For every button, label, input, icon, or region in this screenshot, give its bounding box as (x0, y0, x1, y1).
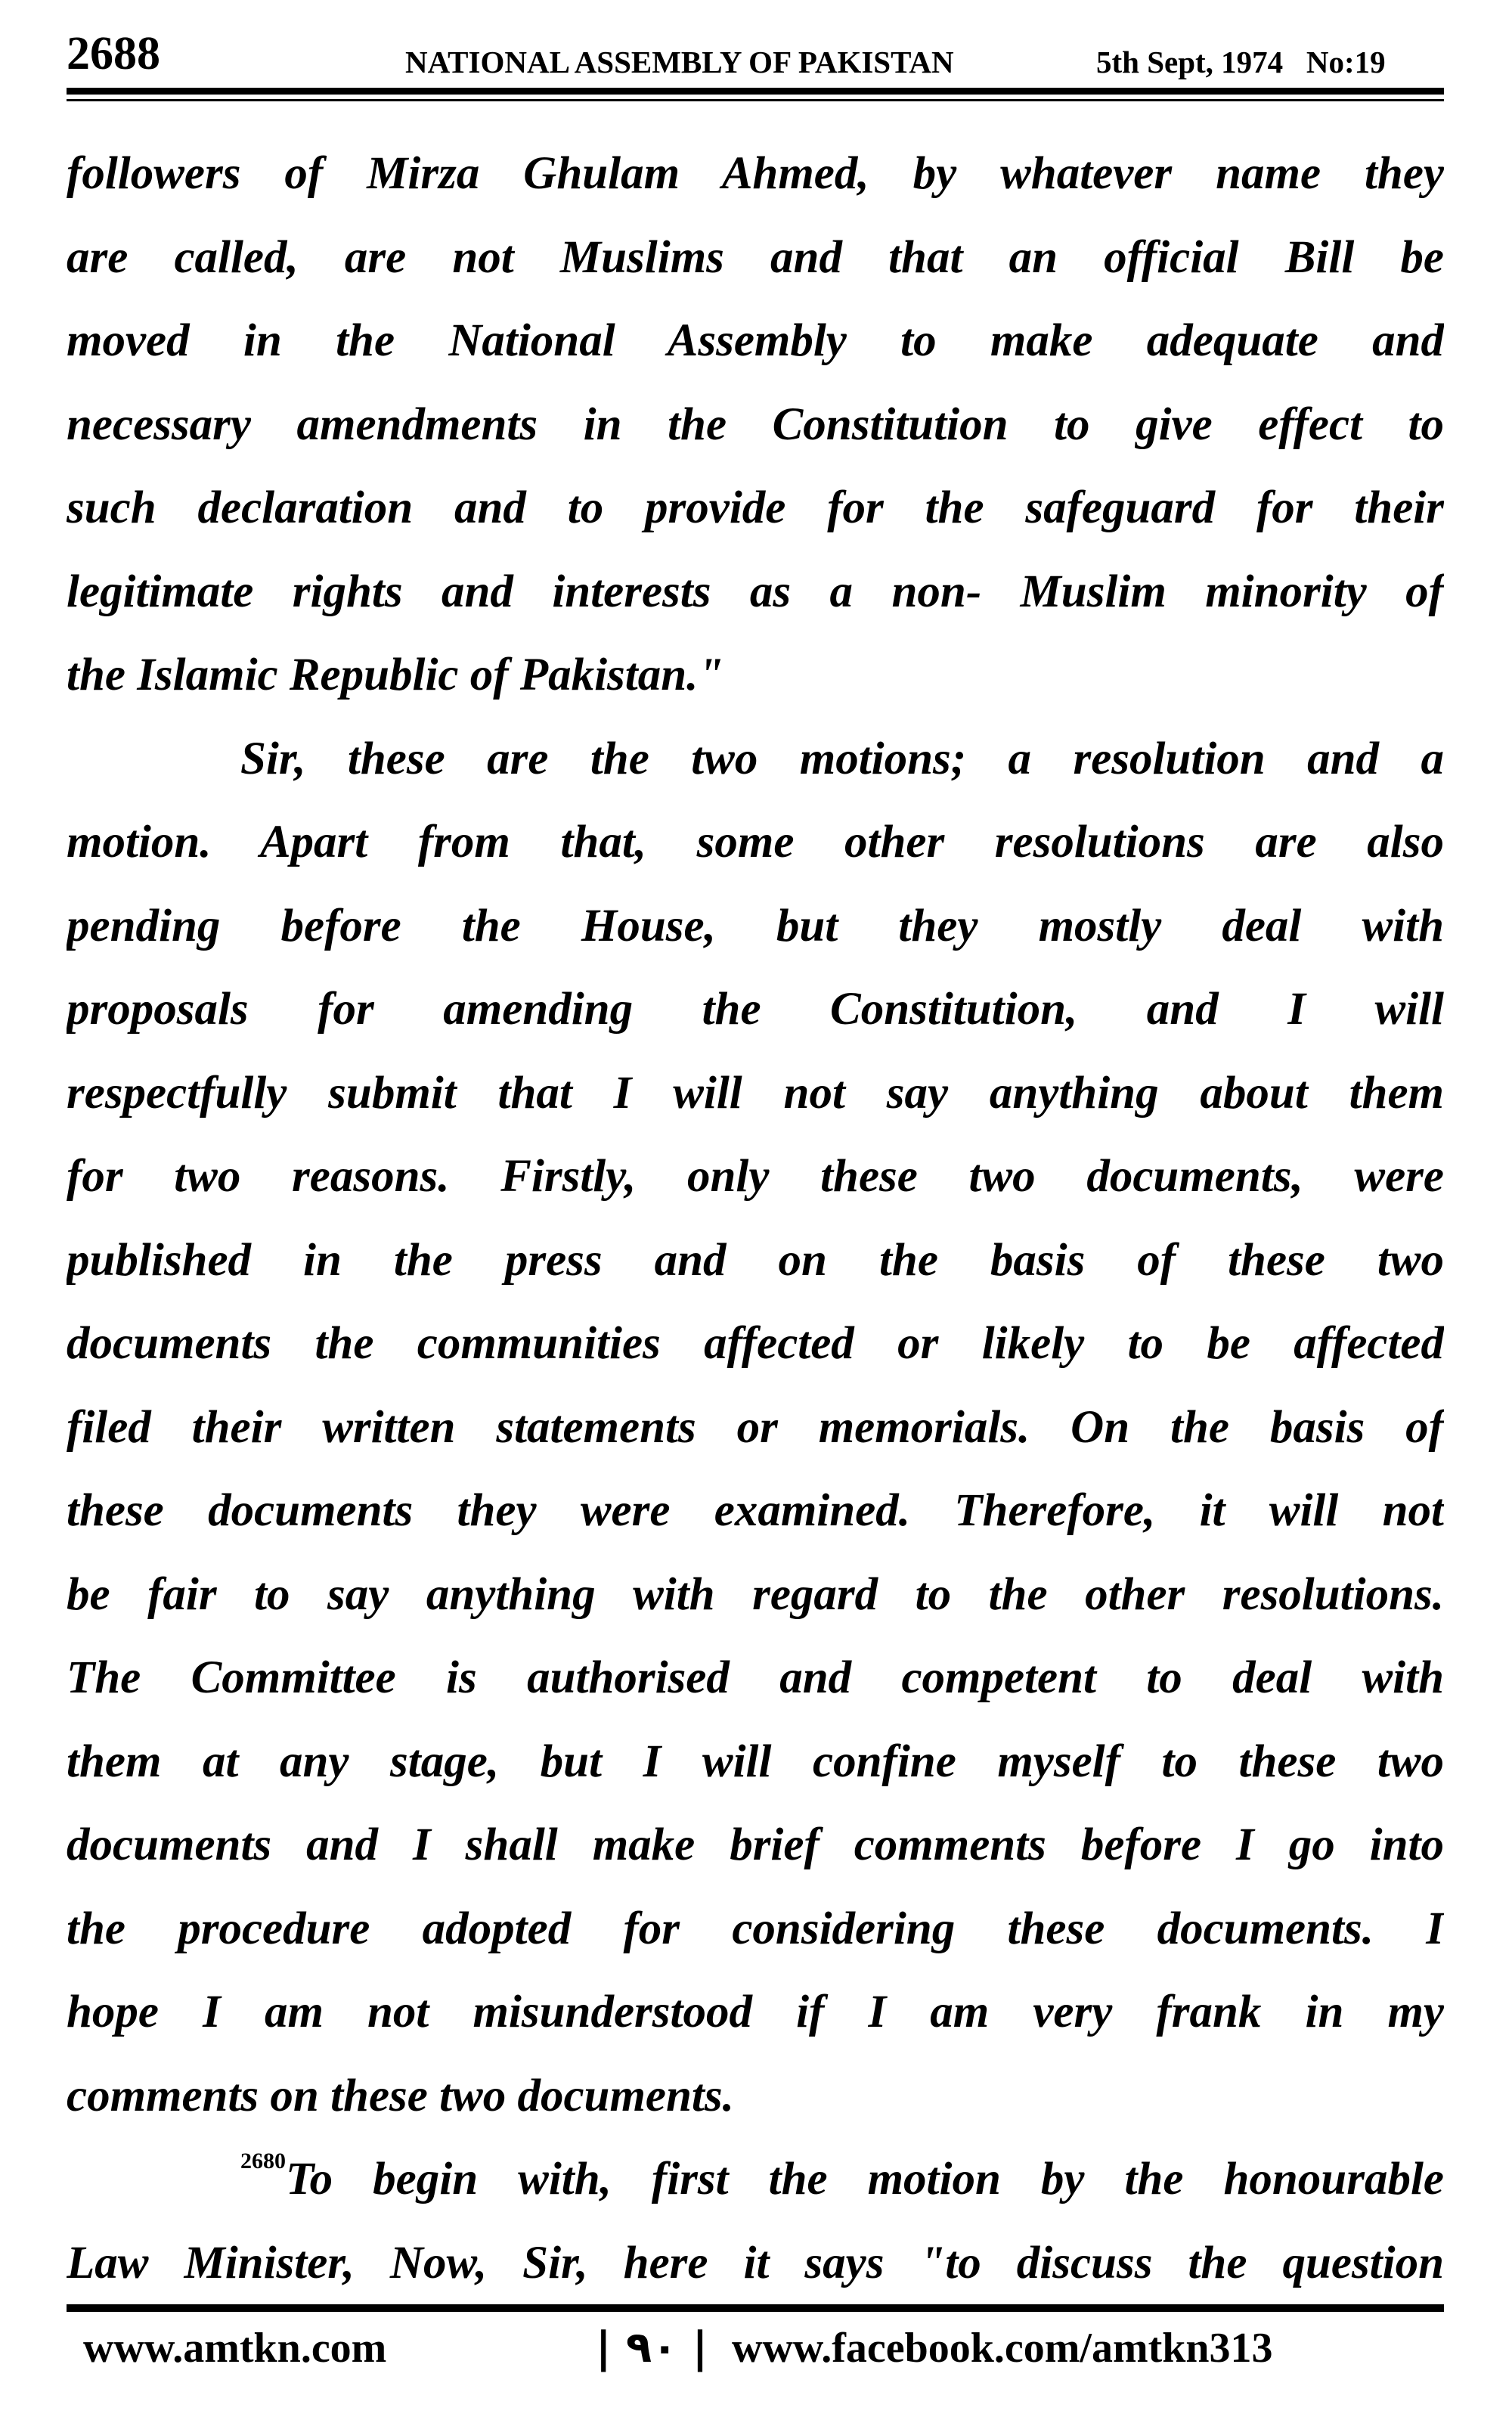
text-line: such declaration and to provide for the safeguard for their (67, 482, 1444, 533)
header-rule-thin (67, 99, 1444, 101)
footer-rule (67, 2304, 1444, 2312)
body-text (67, 132, 1444, 2305)
text-line: these documents they were examined. Therefore, it will not (67, 1485, 1444, 1536)
text-line: be fair to say anything with regard to the other resolutions. (67, 1568, 1444, 1620)
page-footer (67, 2314, 1444, 2382)
text-line: legitimate rights and interests as a non- Muslim minority of (67, 566, 1444, 617)
text-line: Law Minister, Now, Sir, here it says "to discuss the question (67, 2237, 1444, 2288)
text-line: the procedure adopted for considering these documents. I (67, 1903, 1444, 1954)
text-line-with-footnote (67, 2138, 1444, 2222)
text-line: moved in the National Assembly to make adequate and (67, 315, 1444, 366)
text-line: documents the communities affected or likely to be affected (67, 1318, 1444, 1369)
text-line: followers of Mirza Ghulam Ahmed, by whatever name they (67, 148, 1444, 199)
text-line: are called, are not Muslims and that an official Bill be (67, 231, 1444, 283)
website-link[interactable]: www.amtkn.com (83, 2325, 387, 2372)
page-number: 2688 (67, 28, 160, 79)
running-title: NATIONAL ASSEMBLY OF PAKISTAN (405, 45, 954, 79)
text-line: documents and I shall make brief comments before I go into (67, 1820, 1444, 1870)
text-line: filed their written statements or memorials. On the basis of (67, 1401, 1444, 1453)
text-line: Sir, these are the two motions; a resolution and a (240, 733, 1444, 784)
page-header (67, 20, 1444, 80)
text-line: necessary amendments in the Constitution to give effect to (67, 399, 1444, 450)
facebook-link[interactable]: www.facebook.com/amtkn313 (732, 2325, 1273, 2372)
text-line: pending before the House, but they mostly deal with (67, 900, 1444, 951)
text-line-content: To begin with, first the motion by the honourable (286, 2154, 1444, 2204)
text-line: the Islamic Republic of Pakistan." (67, 650, 724, 700)
text-line: them at any stage, but I will confine myself to these two (67, 1736, 1444, 1787)
issue-date: 5th Sept, 1974 No:19 (1096, 45, 1386, 79)
text-line: published in the press and on the basis of these two (67, 1234, 1444, 1286)
text-line: respectfully submit that I will not say anything about them (67, 1067, 1444, 1118)
header-rule-thick (67, 88, 1444, 95)
text-line: comments on these two documents. (67, 2070, 734, 2121)
footnote-reference: 2680 (240, 2149, 286, 2173)
text-line: motion. Apart from that, some other resolutions are also (67, 817, 1444, 867)
text-line: hope I am not misunderstood if I am very frank in my (67, 1987, 1444, 2037)
text-line: The Committee is authorised and competent to deal with (67, 1652, 1444, 1703)
text-line: for two reasons. Firstly, only these two documents, were (67, 1151, 1444, 1202)
footer-page-marker: | ٩٠ | (596, 2323, 708, 2372)
text-line: proposals for amending the Constitution, and I will (67, 984, 1444, 1035)
